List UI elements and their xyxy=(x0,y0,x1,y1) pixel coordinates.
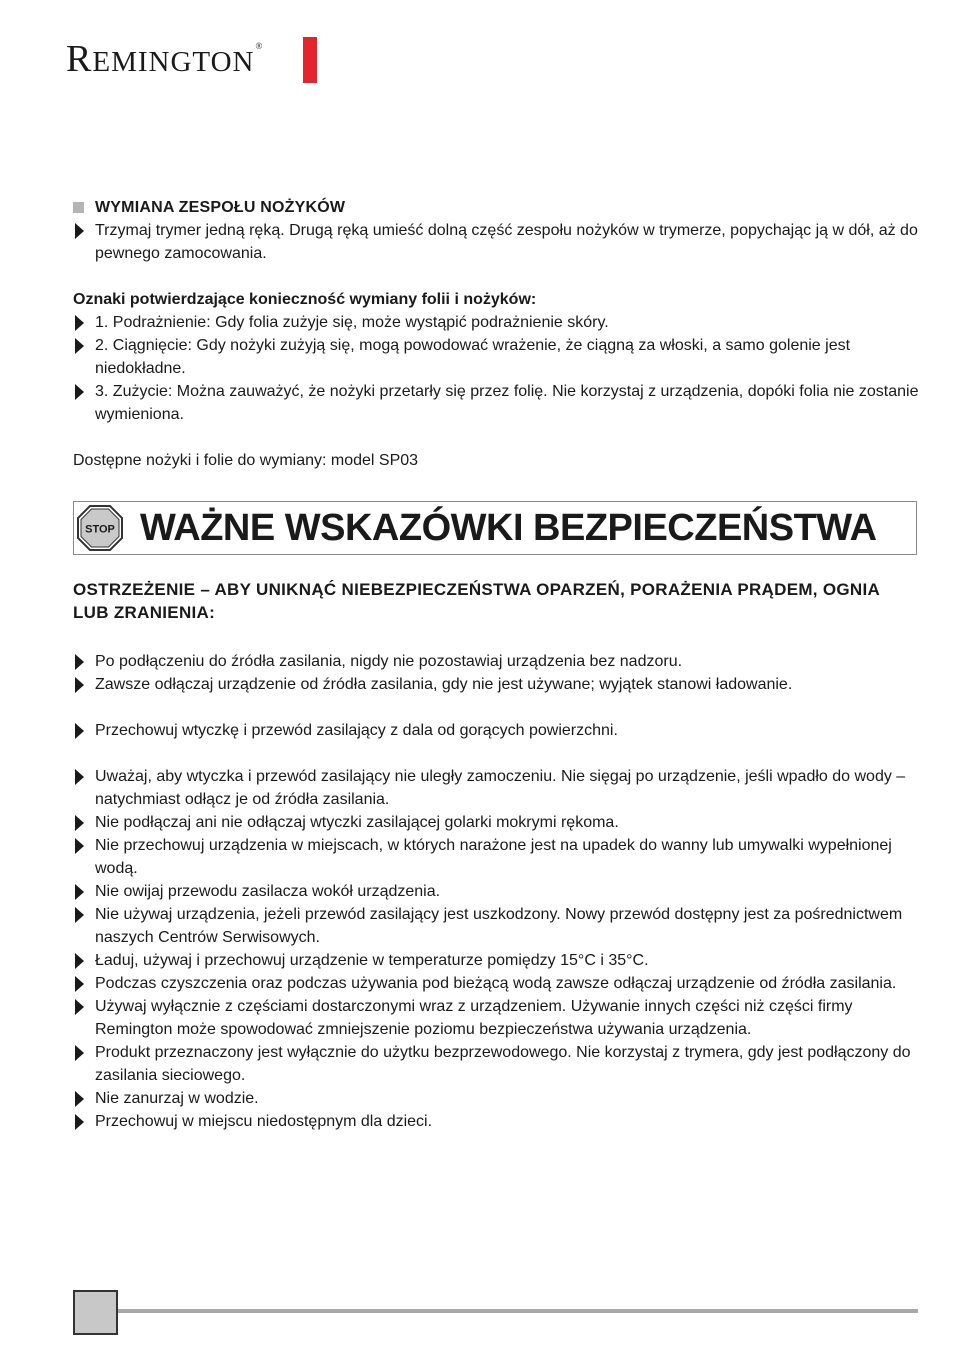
list-item: Podczas czyszczenia oraz podczas używania pod bieżącą wodą zawsze odłączaj urządzenie od źródła zasilania. xyxy=(73,972,921,995)
logo-red-bar xyxy=(303,37,317,83)
list-item: Nie przechowuj urządzenia w miejscach, w których narażone jest na upadek do wanny lub umywalki wypełnionej wodą. xyxy=(73,834,921,880)
section-heading-wear-signs: Oznaki potwierdzające konieczność wymiany folii i nożyków: xyxy=(73,291,537,308)
brand-logo xyxy=(66,40,263,78)
bullet-arrow-icon xyxy=(75,815,84,831)
safety-banner xyxy=(73,501,917,555)
page-number-box xyxy=(73,1290,118,1335)
list-item: Przechowuj wtyczkę i przewód zasilający z dala od gorących powierzchni. xyxy=(73,719,921,742)
bullet-arrow-icon xyxy=(75,976,84,992)
list-item: 2. Ciągnięcie: Gdy nożyki zużyją się, mogą powodować wrażenie, że ciągną za włoski, a samo golenie jest niedokładne. xyxy=(73,334,921,380)
safety-title: WAŻNE WSKAZÓWKI BEZPIECZEŃSTWA xyxy=(140,506,877,549)
list-item: Uważaj, aby wtyczka i przewód zasilający nie uległy zamoczeniu. Nie sięgaj po urządzenie, jeśli wpadło do wody – natychmiast odłącz je od źródła zasilania. xyxy=(73,765,921,811)
list-item: Nie owijaj przewodu zasilacza wokół urządzenia. xyxy=(73,880,921,903)
section-heading-text: WYMIANA ZESPOŁU NOŻYKÓW xyxy=(95,199,346,216)
list-item: Nie podłączaj ani nie odłączaj wtyczki zasilającej golarki mokrymi rękoma. xyxy=(73,811,921,834)
list-item: Trzymaj trymer jedną ręką. Drugą ręką umieść dolną część zespołu nożyków w trymerze, popychając ją w dół, aż do pewnego zamocowania. xyxy=(73,219,921,265)
bullet-arrow-icon xyxy=(75,384,84,400)
blade-replacement-list xyxy=(73,219,921,265)
logo-rest: EMINGTON xyxy=(92,46,255,78)
bullet-arrow-icon xyxy=(75,1114,84,1130)
footer-divider xyxy=(118,1309,918,1313)
wear-signs-list xyxy=(73,311,921,426)
stop-sign-label: STOP xyxy=(85,523,115,536)
list-item: Przechowuj w miejscu niedostępnym dla dzieci. xyxy=(73,1110,921,1133)
list-item: Używaj wyłącznie z częściami dostarczonymi wraz z urządzeniem. Używanie innych części niż części firmy Remington może spowodować zmniejszenie poziomu bezpieczeństwa używania urządzenia. xyxy=(73,995,921,1041)
list-item: Nie używaj urządzenia, jeżeli przewód zasilający jest uszkodzony. Nowy przewód dostępny jest za pośrednictwem naszych Centrów Serwisowych. xyxy=(73,903,921,949)
list-item: Po podłączeniu do źródła zasilania, nigdy nie pozostawiaj urządzenia bez nadzoru. xyxy=(73,650,921,673)
bullet-arrow-icon xyxy=(75,838,84,854)
list-item: Ładuj, używaj i przechowuj urządzenie w temperaturze pomiędzy 15°C i 35°C. xyxy=(73,949,921,972)
list-item: Nie zanurzaj w wodzie. xyxy=(73,1087,921,1110)
bullet-arrow-icon xyxy=(75,953,84,969)
bullet-arrow-icon xyxy=(75,907,84,923)
registered-mark: ® xyxy=(255,41,264,51)
replacement-note: Dostępne nożyki i folie do wymiany: model SP03 xyxy=(73,452,419,469)
safety-list-2 xyxy=(73,719,921,742)
list-item: Zawsze odłączaj urządzenie od źródła zasilania, gdy nie jest używane; wyjątek stanowi ładowanie. xyxy=(73,673,921,696)
bullet-arrow-icon xyxy=(75,999,84,1015)
bullet-arrow-icon xyxy=(75,769,84,785)
safety-list-1 xyxy=(73,650,921,696)
bullet-arrow-icon xyxy=(75,223,84,239)
safety-list-3 xyxy=(73,765,921,1133)
bullet-arrow-icon xyxy=(75,315,84,331)
bullet-arrow-icon xyxy=(75,884,84,900)
bullet-arrow-icon xyxy=(75,1045,84,1061)
list-item: 3. Zużycie: Można zauważyć, że nożyki przetarły się przez folię. Nie korzystaj z urządzenia, dopóki folia nie zostanie wymieniona. xyxy=(73,380,921,426)
bullet-arrow-icon xyxy=(75,338,84,354)
safety-instructions xyxy=(73,650,921,1133)
heading-square-icon xyxy=(73,202,84,213)
warning-heading: OSTRZEŻENIE – ABY UNIKNĄĆ NIEBEZPIECZEŃSTWA OPARZEŃ, PORAŻENIA PRĄDEM, OGNIA LUB ZRANIENIA: xyxy=(73,580,880,622)
logo-first-letter: R xyxy=(66,38,93,80)
section-heading-blade-replacement xyxy=(73,196,921,219)
list-item: Produkt przeznaczony jest wyłącznie do użytku bezprzewodowego. Nie korzystaj z trymera, gdy jest podłączony do zasilania sieciowego. xyxy=(73,1041,921,1087)
list-item: 1. Podrażnienie: Gdy folia zużyje się, może wystąpić podrażnienie skóry. xyxy=(73,311,921,334)
bullet-arrow-icon xyxy=(75,654,84,670)
bullet-arrow-icon xyxy=(75,1091,84,1107)
stop-sign-icon xyxy=(76,504,124,552)
bullet-arrow-icon xyxy=(75,677,84,693)
maintenance-content xyxy=(73,196,921,472)
bullet-arrow-icon xyxy=(75,723,84,739)
